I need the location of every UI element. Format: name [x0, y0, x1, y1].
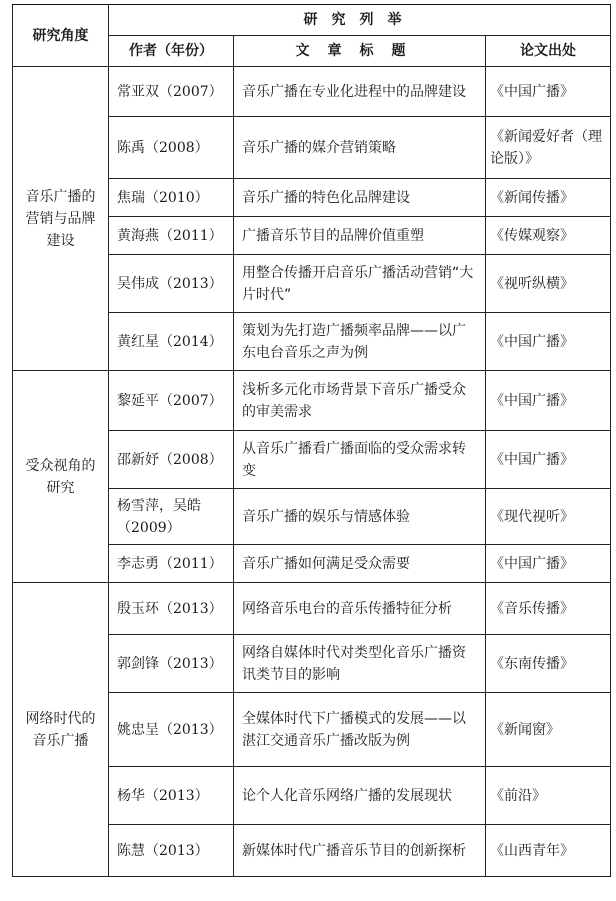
source-cell: 《中国广播》 [486, 371, 611, 431]
table-row [13, 67, 611, 117]
author-cell: 姚忠呈（2013） [109, 693, 234, 767]
source-cell: 《中国广播》 [486, 431, 611, 489]
article-title-cell: 音乐广播如何满足受众需要 [234, 545, 486, 583]
author-cell: 陈慧（2013） [109, 825, 234, 877]
table-row [13, 583, 611, 635]
header-research-list: 研究列举 [109, 5, 611, 36]
article-title-cell: 全媒体时代下广播模式的发展——以湛江交通音乐广播改版为例 [234, 693, 486, 767]
source-cell: 《前沿》 [486, 767, 611, 825]
author-cell: 吴伟成（2013） [109, 255, 234, 313]
author-cell: 陈禹（2008） [109, 117, 234, 179]
source-cell: 《新闻爱好者（理论版）》 [486, 117, 611, 179]
article-title-cell: 音乐广播的媒介营销策略 [234, 117, 486, 179]
source-cell: 《中国广播》 [486, 67, 611, 117]
author-cell: 郭剑锋（2013） [109, 635, 234, 693]
header-title: 文章标题 [234, 36, 486, 67]
source-cell: 《中国广播》 [486, 545, 611, 583]
article-title-cell: 新媒体时代广播音乐节目的创新探析 [234, 825, 486, 877]
author-cell: 黎延平（2007） [109, 371, 234, 431]
author-cell: 黄红星（2014） [109, 313, 234, 371]
table-row [13, 371, 611, 431]
source-cell: 《视听纵横》 [486, 255, 611, 313]
header-aspect: 研究角度 [13, 5, 109, 67]
article-title-cell: 网络音乐电台的音乐传播特征分析 [234, 583, 486, 635]
author-cell: 焦瑞（2010） [109, 179, 234, 217]
research-aspect: 音乐广播的营销与品牌建设 [13, 67, 109, 371]
author-cell: 黄海燕（2011） [109, 217, 234, 255]
table-body [13, 67, 611, 877]
article-title-cell: 论个人化音乐网络广播的发展现状 [234, 767, 486, 825]
source-cell: 《新闻窗》 [486, 693, 611, 767]
article-title-cell: 策划为先打造广播频率品牌——以广东电台音乐之声为例 [234, 313, 486, 371]
research-aspect: 网络时代的音乐广播 [13, 583, 109, 877]
article-title-cell: 网络自媒体时代对类型化音乐广播资讯类节目的影响 [234, 635, 486, 693]
author-cell: 李志勇（2011） [109, 545, 234, 583]
article-title-cell: 用整合传播开启音乐广播活动营销“大片时代” [234, 255, 486, 313]
source-cell: 《现代视听》 [486, 489, 611, 545]
author-cell: 殷玉环（2013） [109, 583, 234, 635]
article-title-cell: 音乐广播的娱乐与情感体验 [234, 489, 486, 545]
source-cell: 《东南传播》 [486, 635, 611, 693]
research-aspect: 受众视角的研究 [13, 371, 109, 583]
header-source: 论文出处 [486, 36, 611, 67]
source-cell: 《新闻传播》 [486, 179, 611, 217]
author-cell: 杨雪萍，吴皓（2009） [109, 489, 234, 545]
author-cell: 杨华（2013） [109, 767, 234, 825]
article-title-cell: 从音乐广播看广播面临的受众需求转变 [234, 431, 486, 489]
source-cell: 《中国广播》 [486, 313, 611, 371]
article-title-cell: 音乐广播的特色化品牌建设 [234, 179, 486, 217]
literature-table [12, 4, 611, 877]
author-cell: 常亚双（2007） [109, 67, 234, 117]
source-cell: 《传媒观察》 [486, 217, 611, 255]
article-title-cell: 浅析多元化市场背景下音乐广播受众的审美需求 [234, 371, 486, 431]
article-title-cell: 广播音乐节目的品牌价值重塑 [234, 217, 486, 255]
article-title-cell: 音乐广播在专业化进程中的品牌建设 [234, 67, 486, 117]
header-author: 作者（年份） [109, 36, 234, 67]
source-cell: 《音乐传播》 [486, 583, 611, 635]
author-cell: 邵新妤（2008） [109, 431, 234, 489]
source-cell: 《山西青年》 [486, 825, 611, 877]
